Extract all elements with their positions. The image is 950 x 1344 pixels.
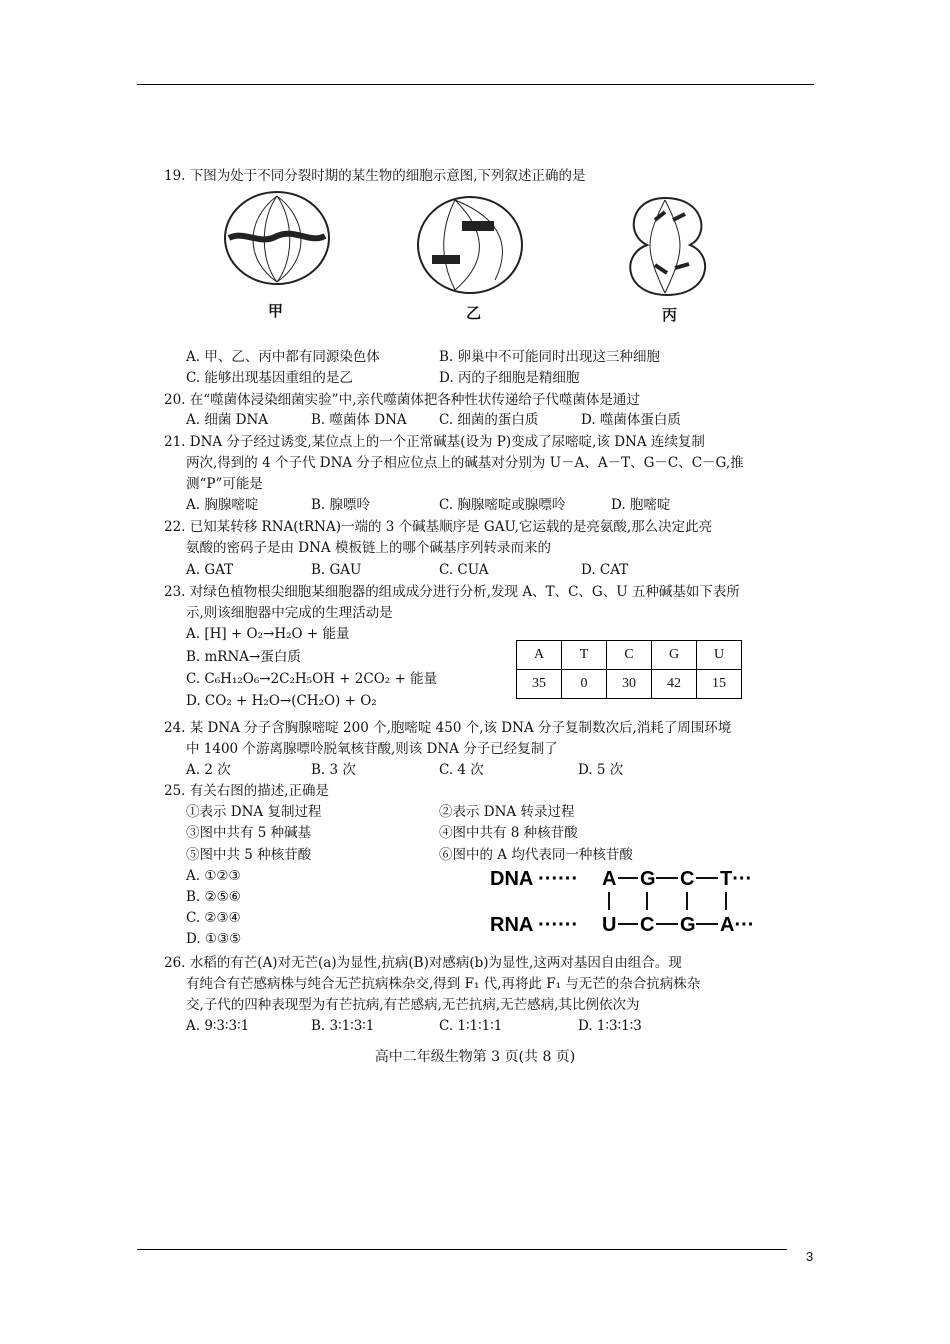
table-row: [517, 670, 742, 699]
table-cell: 42: [652, 670, 697, 699]
table-cell: 0: [562, 670, 607, 699]
cell-label-yi: 乙: [466, 304, 482, 322]
header-rule: [137, 84, 814, 85]
rna-base: C: [640, 914, 655, 936]
q25-stem: 25. 有关右图的描述,正确是: [164, 783, 330, 799]
q20-option-b: B. 噬菌体 DNA: [311, 412, 407, 428]
q25-option-d: D. ①③⑤: [186, 931, 242, 947]
table-header-cell: A: [517, 641, 562, 670]
dna-base: G: [640, 868, 656, 890]
cell-label-bing: 丙: [662, 306, 678, 324]
table-cell: 35: [517, 670, 562, 699]
q19-stem: 19. 下图为处于不同分裂时期的某生物的细胞示意图,下列叙述正确的是: [164, 168, 586, 184]
table-header-cell: U: [697, 641, 742, 670]
q19-option-d: D. 丙的子细胞是精细胞: [439, 370, 580, 386]
cell-yi: [418, 197, 522, 293]
q26-option-a: A. 9∶3∶3∶1: [186, 1018, 250, 1034]
q25-item-1: ①表示 DNA 复制过程: [186, 804, 322, 820]
rna-label: RNA ······: [490, 914, 579, 936]
q20-option-d: D. 噬菌体蛋白质: [581, 412, 681, 428]
q21-option-c: C. 胸腺嘧啶或腺嘌呤: [439, 497, 566, 513]
q25-item-3: ③图中共有 5 种碱基: [186, 825, 312, 841]
q23-line-1: 23. 对绿色植物根尖细胞某细胞器的组成成分进行分析,发现 A、T、C、G、U 五种碱基如下表所: [164, 584, 740, 600]
q19-option-c: C. 能够出现基因重组的是乙: [186, 370, 353, 386]
cell-division-figure: [215, 190, 735, 320]
cell-bing: [630, 198, 705, 295]
q24-option-c: C. 4 次: [439, 762, 484, 778]
q25-item-5: ⑤图中共 5 种核苷酸: [186, 847, 312, 863]
q20-stem: 20. 在“噬菌体浸染细菌实验”中,亲代噬菌体把各种性状传递给子代噬菌体是通过: [164, 392, 640, 408]
table-header-cell: G: [652, 641, 697, 670]
q24-option-d: D. 5 次: [578, 762, 624, 778]
q21-line-2: 两次,得到的 4 个子代 DNA 分子相应位点上的碱基对分别为 U－A、A－T、G－C、C－G,推: [186, 455, 744, 471]
rna-base: A···: [720, 914, 755, 936]
q22-line-1: 22. 已知某转移 RNA(tRNA)一端的 3 个碱基顺序是 GAU,它运载的是亮氨酸,那么决定此亮: [164, 519, 713, 535]
q21-line-1: 21. DNA 分子经过诱变,某位点上的一个正常碱基(设为 P)变成了尿嘧啶,该 DNA 连续复制: [164, 434, 705, 450]
q21-option-b: B. 腺嘌呤: [311, 497, 371, 513]
page-number: 3: [806, 1249, 814, 1264]
dna-base: C: [680, 868, 695, 890]
q22-option-a: A. GAT: [186, 562, 234, 578]
q24-option-b: B. 3 次: [311, 762, 356, 778]
q25-item-4: ④图中共有 8 种核苷酸: [439, 825, 578, 841]
table-header-row: [517, 641, 742, 670]
q22-option-b: B. GAU: [311, 562, 362, 578]
base-composition-table: [516, 640, 742, 699]
table-header-cell: T: [562, 641, 607, 670]
q23-option-d: D. CO₂ + H₂O→(CH₂O) + O₂: [186, 693, 377, 709]
cell-label-jia: 甲: [268, 302, 284, 320]
rna-base: G: [680, 914, 696, 936]
table-cell: 30: [607, 670, 652, 699]
q25-option-a: A. ①②③: [186, 868, 241, 884]
q26-option-b: B. 3∶1∶3∶1: [311, 1018, 375, 1034]
q22-option-d: D. CAT: [581, 562, 629, 578]
q21-option-d: D. 胞嘧啶: [611, 497, 671, 513]
q22-line-2: 氨酸的密码子是由 DNA 模板链上的哪个碱基序列转录而来的: [186, 540, 551, 556]
q25-option-b: B. ②⑤⑥: [186, 889, 241, 905]
q21-option-a: A. 胸腺嘧啶: [186, 497, 259, 513]
q25-item-6: ⑥图中的 A 均代表同一种核苷酸: [439, 847, 633, 863]
q20-option-a: A. 细菌 DNA: [186, 412, 269, 428]
q24-option-a: A. 2 次: [186, 762, 231, 778]
q23-option-a: A. [H] + O₂→H₂O + 能量: [186, 626, 350, 642]
q21-line-3: 测“P”可能是: [186, 476, 263, 492]
q23-option-b: B. mRNA→蛋白质: [186, 649, 301, 665]
dna-base: A: [602, 868, 617, 890]
q25-item-2: ②表示 DNA 转录过程: [439, 804, 575, 820]
q26-line-2: 有纯合有芒感病株与纯合无芒抗病株杂交,得到 F₁ 代,再将此 F₁ 与无芒的杂合抗病株杂: [186, 976, 701, 992]
cell-jia: [225, 192, 329, 284]
dna-base: T···: [720, 868, 753, 890]
q19-option-b: B. 卵巢中不可能同时出现这三种细胞: [439, 349, 661, 365]
q20-option-c: C. 细菌的蛋白质: [439, 412, 539, 428]
q26-option-c: C. 1∶1∶1∶1: [439, 1018, 503, 1034]
footer-rule: [137, 1249, 787, 1250]
q23-line-2: 示,则该细胞器中完成的生理活动是: [186, 605, 393, 621]
q26-option-d: D. 1∶3∶1∶3: [578, 1018, 642, 1034]
q24-line-1: 24. 某 DNA 分子含胸腺嘧啶 200 个,胞嘧啶 450 个,该 DNA 分子复制数次后,消耗了周围环境: [164, 720, 732, 736]
q26-line-3: 交,子代的四种表现型为有芒抗病,有芒感病,无芒抗病,无芒感病,其比例依次为: [186, 997, 640, 1013]
q26-line-1: 26. 水稻的有芒(A)对无芒(a)为显性,抗病(B)对感病(b)为显性,这两对基因自由组合。现: [164, 955, 682, 971]
table-header-cell: C: [607, 641, 652, 670]
page-footer: 高中二年级生物第 3 页(共 8 页): [374, 1049, 576, 1065]
q22-option-c: C. CUA: [439, 562, 489, 578]
q23-option-c: C. C₆H₁₂O₆→2C₂H₅OH + 2CO₂ + 能量: [186, 671, 438, 687]
dna-rna-figure: [490, 866, 770, 936]
dna-label: DNA ······: [490, 868, 579, 890]
rna-base: U: [602, 914, 617, 936]
q24-line-2: 中 1400 个游离腺嘌呤脱氧核苷酸,则该 DNA 分子已经复制了: [186, 741, 558, 757]
q19-option-a: A. 甲、乙、丙中都有同源染色体: [186, 349, 380, 365]
table-cell: 15: [697, 670, 742, 699]
q25-option-c: C. ②③④: [186, 910, 241, 926]
